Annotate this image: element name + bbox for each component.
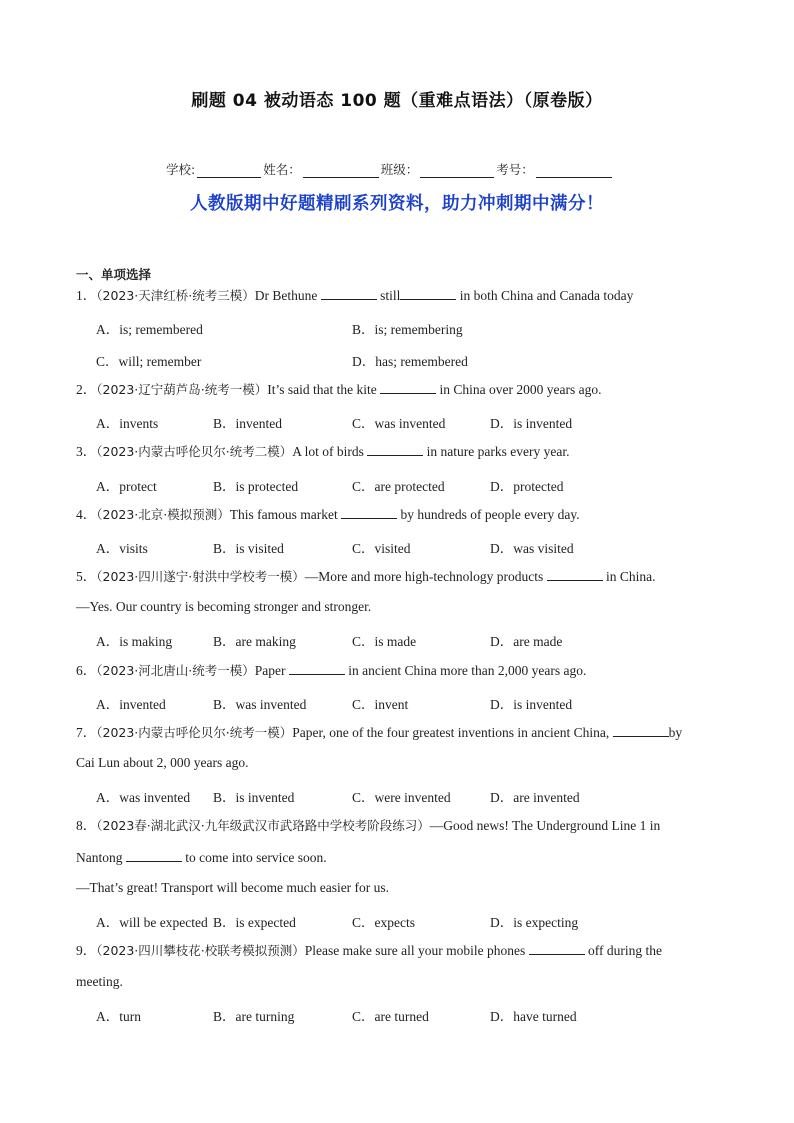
question-text: A lot of birds — [292, 444, 368, 459]
question-7-option-A[interactable]: A．was invented — [96, 790, 191, 805]
question-1-option-C[interactable]: C．will; remember — [96, 354, 202, 369]
answer-blank[interactable] — [613, 724, 669, 737]
question-2-option-C[interactable]: C．was invented — [352, 416, 446, 431]
question-2-option-D[interactable]: D．is invented — [490, 416, 573, 431]
question-9-line-1 — [76, 942, 662, 959]
question-7-line-1 — [76, 724, 682, 741]
question-source: （2023·河北唐山·统考一模） — [96, 663, 255, 678]
question-6-line-1 — [76, 662, 586, 679]
question-3-option-C[interactable]: C．are protected — [352, 479, 445, 494]
question-text: off during the — [584, 943, 662, 958]
answer-blank[interactable] — [529, 942, 585, 955]
question-4-option-A[interactable]: A．visits — [96, 541, 148, 556]
answer-blank[interactable] — [126, 849, 182, 862]
name-blank[interactable] — [303, 164, 379, 178]
question-8-option-D[interactable]: D．is expecting — [490, 915, 579, 930]
question-text: in nature parks every year. — [423, 444, 570, 459]
question-8-line-2 — [76, 849, 327, 866]
section-heading: 一、单项选择 — [76, 267, 152, 282]
question-number: 1． — [76, 288, 97, 303]
question-2-line-1 — [76, 381, 601, 398]
question-text: —That’s great! Transport will become much easier for us. — [76, 880, 390, 895]
question-source: （2023·天津红桥·统考三模） — [96, 288, 255, 303]
question-5-option-A[interactable]: A．is making — [96, 634, 173, 649]
question-source: （2023·北京·模拟预测） — [96, 507, 230, 522]
name-label: 姓名： — [263, 162, 301, 177]
question-number: 4． — [76, 507, 97, 522]
question-source: （2023·四川遂宁·射洪中学校考一模） — [96, 569, 305, 584]
question-7-option-B[interactable]: B．is invented — [213, 790, 295, 805]
question-text: It’s said that the kite — [267, 382, 381, 397]
question-number: 2． — [76, 382, 97, 397]
question-5-option-C[interactable]: C．is made — [352, 634, 417, 649]
question-6-option-C[interactable]: C．invent — [352, 697, 409, 712]
question-5-option-B[interactable]: B．are making — [213, 634, 296, 649]
question-8-option-A[interactable]: A．will be expected — [96, 915, 208, 930]
question-4-option-B[interactable]: B．is visited — [213, 541, 284, 556]
question-9-option-A[interactable]: A．turn — [96, 1009, 141, 1024]
question-3-option-B[interactable]: B．is protected — [213, 479, 299, 494]
question-5-line-1 — [76, 568, 655, 585]
question-source: （2023春·湖北武汉·九年级武汉市武珞路中学校考阶段练习） — [96, 818, 430, 833]
question-number: 3． — [76, 444, 97, 459]
question-text: Paper, one of the four greatest inventions in ancient China, — [292, 725, 613, 740]
question-source: （2023·内蒙古呼伦贝尔·统考一模） — [96, 725, 293, 740]
question-number: 7． — [76, 725, 97, 740]
question-6-option-A[interactable]: A．invented — [96, 697, 166, 712]
question-9-option-B[interactable]: B．are turning — [213, 1009, 295, 1024]
question-2-option-A[interactable]: A．invents — [96, 416, 159, 431]
question-7-option-C[interactable]: C．were invented — [352, 790, 451, 805]
question-text: to come into service soon. — [181, 850, 327, 865]
question-number: 8． — [76, 818, 97, 833]
question-text: in China. — [602, 569, 656, 584]
question-source: （2023·辽宁葫芦岛·统考一模） — [96, 382, 268, 397]
question-6-option-D[interactable]: D．is invented — [490, 697, 573, 712]
question-number: 5． — [76, 569, 97, 584]
answer-blank[interactable] — [400, 287, 456, 300]
question-7-line-2 — [76, 755, 248, 771]
answer-blank[interactable] — [321, 287, 377, 300]
question-1-option-D[interactable]: D．has; remembered — [352, 354, 468, 369]
question-9-line-2 — [76, 974, 123, 990]
question-2-option-B[interactable]: B．invented — [213, 416, 282, 431]
question-5-line-2 — [76, 599, 371, 615]
question-text: in both China and Canada today — [456, 288, 634, 303]
question-text: Dr Bethune — [254, 288, 321, 303]
question-text: —Yes. Our country is becoming stronger and stronger. — [76, 599, 372, 614]
question-3-option-D[interactable]: D．protected — [490, 479, 564, 494]
class-blank[interactable] — [420, 164, 494, 178]
question-text: Cai Lun about 2, 000 years ago. — [76, 755, 249, 770]
answer-blank[interactable] — [367, 443, 423, 456]
question-3-option-A[interactable]: A．protect — [96, 479, 157, 494]
question-6-option-B[interactable]: B．was invented — [213, 697, 307, 712]
question-8-line-1 — [76, 818, 660, 834]
promo-slogan: 人教版期中好题精刷系列资料，助力冲刺期中满分！ — [190, 194, 604, 214]
question-text: by — [668, 725, 683, 740]
question-text: in ancient China more than 2,000 years ago. — [344, 663, 587, 678]
student-info-line — [166, 160, 614, 178]
question-text: in China over 2000 years ago. — [436, 382, 602, 397]
question-text: Please make sure all your mobile phones — [304, 943, 529, 958]
question-text: still — [376, 288, 401, 303]
question-text: by hundreds of people every day. — [397, 507, 580, 522]
question-text: meeting. — [76, 974, 123, 989]
question-1-option-A[interactable]: A．is; remembered — [96, 322, 203, 337]
school-label: 学校: — [166, 162, 196, 177]
page-title: 刷题 04 被动语态 100 题（重难点语法）（原卷版） — [191, 91, 603, 111]
answer-blank[interactable] — [341, 506, 397, 519]
question-8-option-B[interactable]: B．is expected — [213, 915, 296, 930]
question-9-option-C[interactable]: C．are turned — [352, 1009, 429, 1024]
question-5-option-D[interactable]: D．are made — [490, 634, 563, 649]
question-4-line-1 — [76, 506, 580, 523]
question-8-line-3 — [76, 880, 389, 896]
answer-blank[interactable] — [289, 662, 345, 675]
question-text: Nantong — [76, 850, 126, 865]
answer-blank[interactable] — [380, 381, 436, 394]
question-7-option-D[interactable]: D．are invented — [490, 790, 580, 805]
question-9-option-D[interactable]: D．have turned — [490, 1009, 577, 1024]
question-4-option-C[interactable]: C．visited — [352, 541, 411, 556]
question-4-option-D[interactable]: D．was visited — [490, 541, 574, 556]
question-text: This famous market — [229, 507, 342, 522]
question-number: 6． — [76, 663, 97, 678]
question-text: Paper — [254, 663, 289, 678]
question-1-option-B[interactable]: B．is; remembering — [352, 322, 463, 337]
exam-number-blank[interactable] — [536, 164, 612, 178]
question-source: （2023·内蒙古呼伦贝尔·统考二模） — [96, 444, 293, 459]
question-text: —Good news! The Underground Line 1 in — [429, 818, 661, 833]
answer-blank[interactable] — [547, 568, 603, 581]
question-number: 9． — [76, 943, 97, 958]
exam-number-label: 考号： — [496, 162, 534, 177]
question-text: —More and more high-technology products — [304, 569, 547, 584]
question-3-line-1 — [76, 443, 569, 460]
question-1-line-1 — [76, 287, 633, 304]
school-blank[interactable] — [197, 164, 261, 178]
question-source: （2023·四川攀枝花·校联考模拟预测） — [96, 943, 305, 958]
class-label: 班级： — [380, 162, 419, 177]
question-8-option-C[interactable]: C．expects — [352, 915, 415, 930]
